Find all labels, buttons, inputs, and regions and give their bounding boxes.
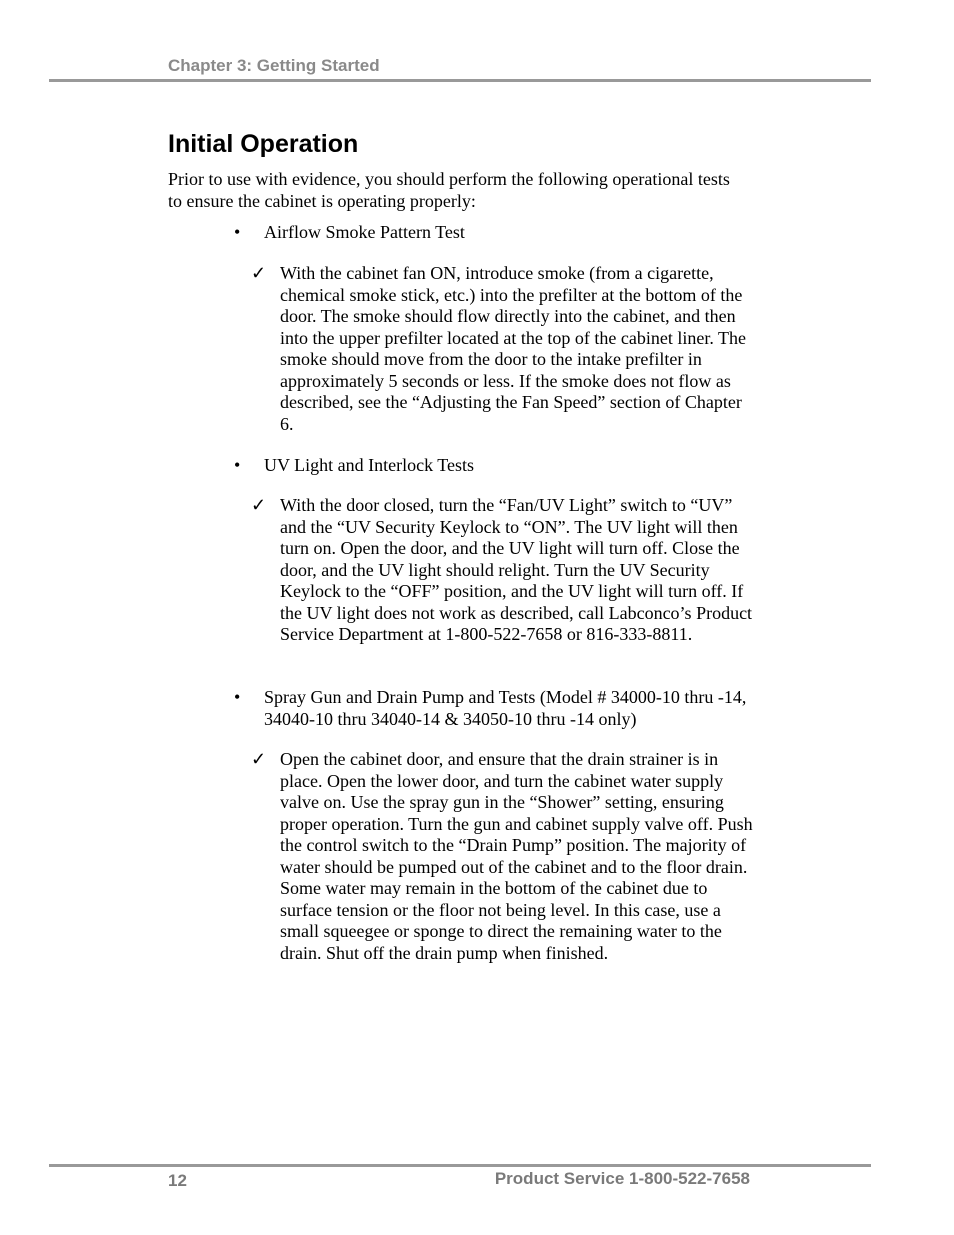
test-label: Spray Gun and Drain Pump and Tests (Model # 34000-10 thru -14, 34040-10 thru 34040-14 & 34050-10 thru -14 only) xyxy=(264,687,747,729)
header-divider xyxy=(49,79,871,82)
product-service-contact: Product Service 1-800-522-7658 xyxy=(494,1169,750,1188)
bullet-icon: • xyxy=(234,222,241,242)
checkmark-icon: ✓ xyxy=(251,749,267,769)
checkmark-icon: ✓ xyxy=(251,263,267,283)
checkmark-icon: ✓ xyxy=(251,495,267,515)
footer-divider xyxy=(49,1164,871,1167)
bullet-icon: • xyxy=(234,687,241,707)
chapter-heading: Chapter 3: Getting Started xyxy=(168,56,380,75)
test-detail-text: With the door closed, turn the “Fan/UV Light” switch to “UV” and the “UV Security Keylock to “ON”. The UV light will then turn on. Open the door, and the UV light will turn off. Close the door, and the UV light should relight. Turn the UV Security Keylock to the “OFF” position, and the UV light will turn off. If the UV light does not work as described, call Labconco’s Product Service Department at 1-800-522-7658 or 816-333-8811. xyxy=(280,495,753,644)
test-label: UV Light and Interlock Tests xyxy=(264,455,475,475)
intro-paragraph: Prior to use with evidence, you should perform the following operational tests to ensure the cabinet is operating properly: xyxy=(168,169,730,211)
bullet-icon: • xyxy=(234,455,241,475)
section-title: Initial Operation xyxy=(168,130,359,158)
test-detail-text: Open the cabinet door, and ensure that the drain strainer is in place. Open the lower door, and turn the cabinet water supply valve on. Use the spray gun in the “Shower” setting, ensuring proper operation. Turn the gun and cabinet supply valve off. Push the control switch to the “Drain Pump” position. The majority of water should be pumped out of the cabinet and to the floor drain. Some water may remain in the bottom of the cabinet due to surface tension or the floor not being level. In this case, use a small squeegee or sponge to direct the remaining water to the drain. Shut off the drain pump when finished. xyxy=(280,749,753,963)
page-number: 12 xyxy=(168,1171,187,1190)
test-detail-text: With the cabinet fan ON, introduce smoke (from a cigarette, chemical smoke stick, etc.) into the prefilter at the bottom of the door. The smoke should flow directly into the cabinet, and then into the upper prefilter located at the top of the cabinet liner. The smoke should move from the door to the intake prefilter in approximately 5 seconds or less. If the smoke does not flow as described, see the “Adjusting the Fan Speed” section of Chapter 6. xyxy=(280,263,746,434)
test-label: Airflow Smoke Pattern Test xyxy=(264,222,465,242)
